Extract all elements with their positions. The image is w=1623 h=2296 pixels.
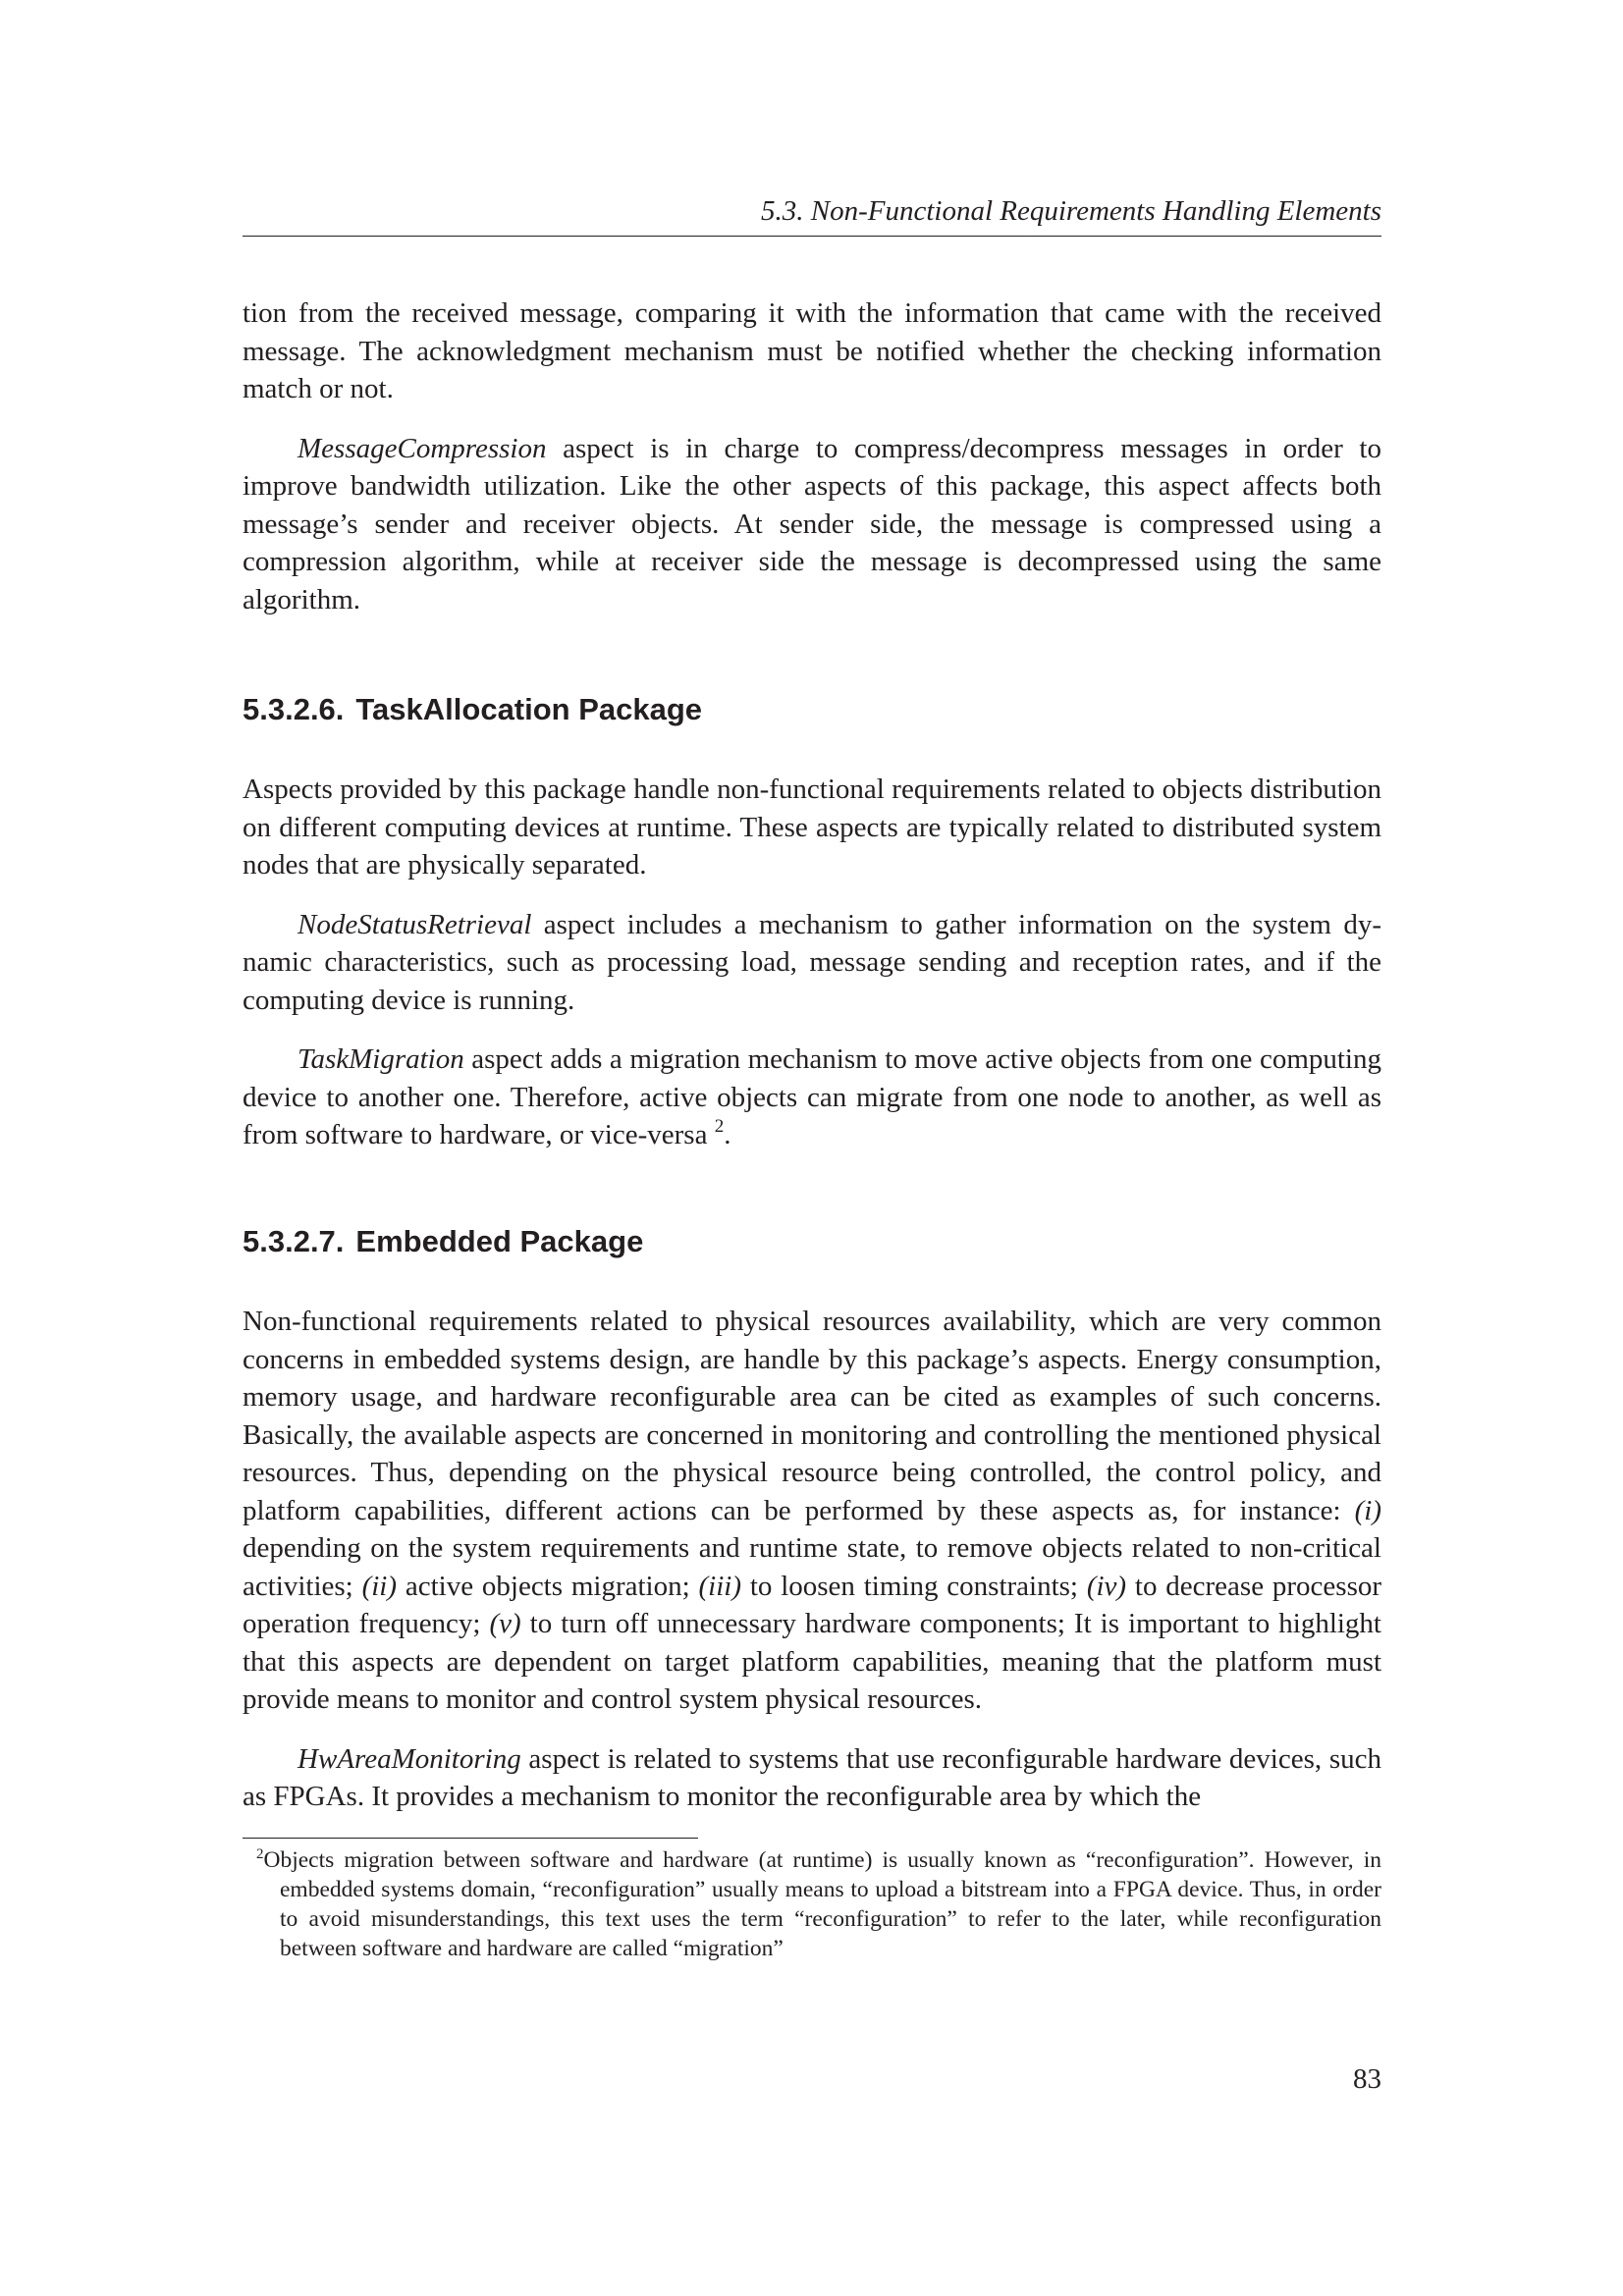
section-title: TaskAllocation Package bbox=[355, 692, 703, 726]
header-rule bbox=[243, 236, 1381, 237]
item-ii-text: active objects migration; bbox=[397, 1570, 699, 1602]
item-v-text: to turn off unnecessary hardware components; It is important to highlight that this aspects are dependent on target platform capabilities, meaning that the platform must provide means to monitor and control system physical resources. bbox=[243, 1608, 1381, 1715]
hw-area-paragraph bbox=[243, 1740, 1381, 1816]
embedded-intro-text: Non-functional requirements related to physical resources availability, which are very common concerns in embedded systems design, are handle by this package’s aspects. Energy consumption, memory usage, and hardware reconfigurable area can be cited as examples of such concerns. Basically, the available aspects are concerned in monitoring and controlling the mentioned physical resources. Thus, depending on the physical resource being controlled, the control policy, and platform capabilities, different actions can be performed by these aspects as, for instance: bbox=[243, 1306, 1381, 1526]
footnote-body bbox=[243, 1845, 1381, 1963]
body-block-2 bbox=[243, 771, 1381, 1176]
task-migration-paragraph bbox=[243, 1041, 1381, 1154]
item-iv-label: (iv) bbox=[1086, 1570, 1127, 1602]
node-status-paragraph bbox=[243, 906, 1381, 1020]
item-i-text: depending on the system requirements and runtime state, to remove objects related to non-critical activities; bbox=[243, 1532, 1381, 1602]
page-number: 83 bbox=[1353, 2063, 1381, 2095]
section-heading-embedded bbox=[243, 1223, 1381, 1260]
body-block-1 bbox=[243, 294, 1381, 640]
continuation-paragraph: tion from the received message, comparing it with the information that came with the received message. The acknowledgment mechanism must be notified whether the checking information match or not. bbox=[243, 297, 1381, 404]
running-header: 5.3. Non-Functional Requirements Handling Elements bbox=[761, 195, 1381, 227]
section-title: Embedded Package bbox=[355, 1224, 644, 1258]
node-status-term: NodeStatusRetrieval bbox=[298, 908, 532, 940]
footnote-text: Objects migration between software and hardware (at runtime) is usually known as “reconfiguration”. However, in embedded systems domain, “reconfiguration” usually means to upload a bitstream into a FPGA device. Thus, in order to avoid misunderstandings, this text uses the term “reconfiguration” to refer to the later, while reconfiguration between software and hardware are called “migration” bbox=[263, 1847, 1381, 1961]
section-number: 5.3.2.6. bbox=[243, 692, 345, 726]
footnote-reference: 2 bbox=[714, 1116, 725, 1137]
item-iii-label: (iii) bbox=[698, 1570, 741, 1602]
node-status-text: aspect includes a mechanism to gather information on the system dynamic characteristics, such as processing load, message sending and reception rates, and if the computing device is running. bbox=[243, 908, 1381, 1016]
item-v-label: (v) bbox=[489, 1608, 521, 1639]
message-compression-text: aspect is in charge to compress/decompress messages in order to improve bandwidth utilization. Like the other aspects of this package, this aspect affects both message’s sender and receiver objects. At sender side, the message is compressed using a compression algorithm, while at receiver side the message is decompressed using the same algorithm. bbox=[243, 432, 1381, 615]
message-compression-paragraph bbox=[243, 430, 1381, 619]
section-number: 5.3.2.7. bbox=[243, 1224, 345, 1258]
item-iv-text: to decrease processor operation frequency; bbox=[243, 1570, 1382, 1639]
task-migration-term: TaskMigration bbox=[298, 1043, 464, 1075]
task-migration-end: . bbox=[724, 1119, 731, 1150]
item-i-label: (i) bbox=[1354, 1494, 1381, 1526]
footnote-mark: 2 bbox=[256, 1846, 264, 1862]
hw-area-text: aspect is related to systems that use reconfigurable hardware devices, such as FPGAs. It provides a mechanism to monitor the reconfigurable area by which the bbox=[243, 1742, 1381, 1812]
item-ii-label: (ii) bbox=[361, 1570, 398, 1602]
item-iii-text: to loosen timing constraints; bbox=[741, 1570, 1087, 1602]
footnote bbox=[243, 1845, 1381, 1963]
hw-area-term: HwAreaMonitoring bbox=[298, 1742, 521, 1775]
body-block-3 bbox=[243, 1303, 1381, 1838]
task-migration-text: aspect adds a migration mechanism to move active objects from one computing device to another one. Therefore, active objects can migrate from one node to another, as well as from software to hardware, or vice-versa bbox=[243, 1043, 1381, 1150]
embedded-intro-paragraph bbox=[243, 1303, 1381, 1719]
task-allocation-intro: Aspects provided by this package handle non-functional requirements related to objects distribution on different computing devices at runtime. These aspects are typically related to distributed system nodes that are physically separated. bbox=[243, 774, 1381, 881]
footnote-rule bbox=[243, 1838, 698, 1839]
message-compression-term: MessageCompression bbox=[298, 432, 547, 464]
section-heading-task-allocation bbox=[243, 691, 1381, 728]
